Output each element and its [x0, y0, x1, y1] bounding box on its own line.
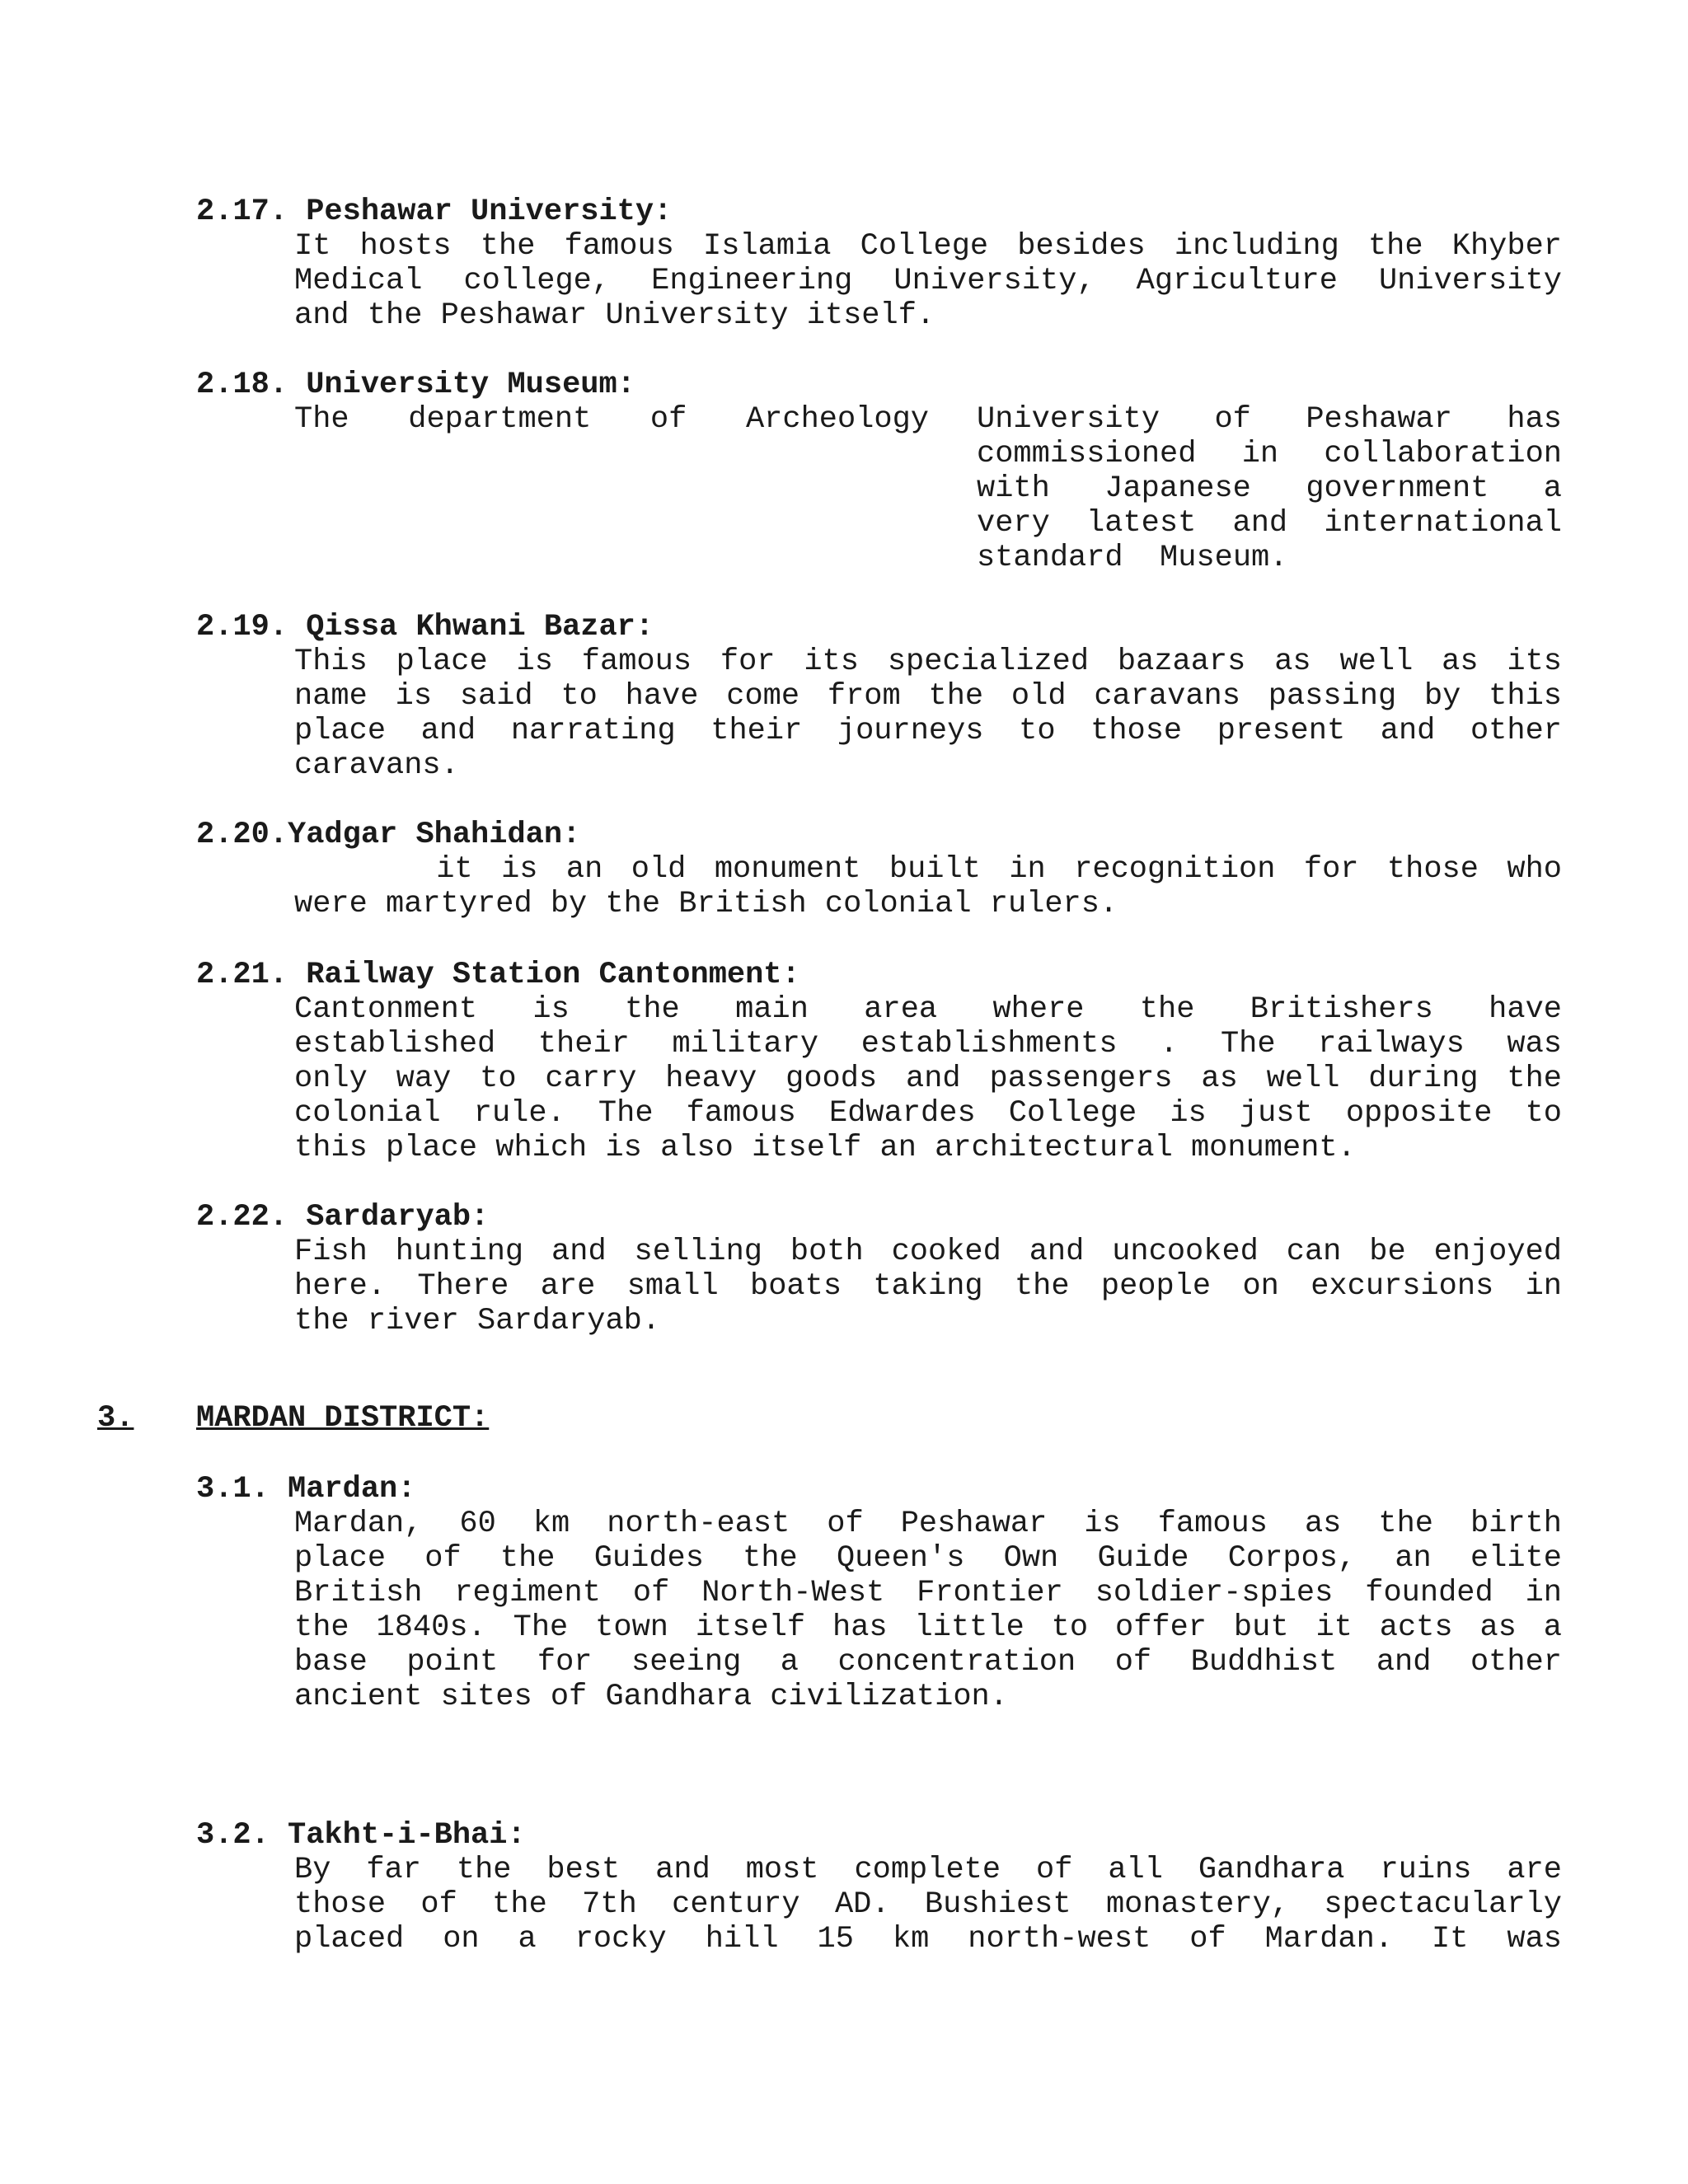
paragraph-3-2	[294, 1853, 1562, 1957]
text-line: the river Sardaryab.	[294, 1304, 661, 1338]
heading-2-19: 2.19. Qissa Khwani Bazar:	[196, 610, 654, 644]
paragraph-2-20	[294, 852, 1562, 921]
text-line: ancient sites of Gandhara civilization.	[294, 1680, 1008, 1714]
heading-2-20: 2.20.Yadgar Shahidan:	[196, 818, 581, 852]
text-line: Cantonment is the main area where the Britishers have	[294, 992, 1562, 1027]
text-line: this place which is also itself an architectural monument.	[294, 1131, 1356, 1165]
text-line: Mardan, 60 km north-east of Peshawar is famous as the birth	[294, 1507, 1562, 1541]
text-line: base point for seeing a concentration of Buddhist and other	[294, 1645, 1562, 1680]
heading-3-1: 3.1. Mardan:	[196, 1472, 416, 1507]
paragraph-3-1	[294, 1507, 1562, 1714]
text-line: very latest and international	[977, 506, 1562, 541]
text-line: commissioned in collaboration	[977, 437, 1562, 471]
text-line: it is an old monument built in recognition for those who	[294, 852, 1562, 887]
text-line: Fish hunting and selling both cooked and uncooked can be enjoyed	[294, 1235, 1562, 1269]
heading-2-17: 2.17. Peshawar University:	[196, 194, 673, 229]
text-line: the 1840s. The town itself has little to offer but it acts as a	[294, 1610, 1562, 1645]
text-line: placed on a rocky hill 15 km north-west of Mardan. It was	[294, 1922, 1562, 1957]
paragraph-2-22	[294, 1235, 1562, 1338]
heading-3-2: 3.2. Takht-i-Bhai:	[196, 1818, 526, 1853]
text-line: established their military establishments . The railways was	[294, 1027, 1562, 1062]
text-line: those of the 7th century AD. Bushiest monastery, spectacularly	[294, 1887, 1562, 1922]
paragraph-2-19	[294, 644, 1562, 783]
text-line: here. There are small boats taking the people on excursions in	[294, 1269, 1562, 1304]
chapter-title: MARDAN DISTRICT:	[196, 1401, 490, 1436]
heading-2-18: 2.18. University Museum:	[196, 368, 635, 402]
text-line: only way to carry heavy goods and passengers as well during the	[294, 1062, 1562, 1096]
text-line: Medical college, Engineering University, Agriculture University	[294, 264, 1562, 298]
text-line: British regiment of North-West Frontier soldier-spies founded in	[294, 1576, 1562, 1610]
text-line: and the Peshawar University itself.	[294, 298, 935, 333]
paragraph-2-18-left: The department of Archeology	[294, 402, 929, 437]
heading-2-21: 2.21. Railway Station Cantonment:	[196, 958, 800, 992]
paragraph-2-21	[294, 992, 1562, 1165]
heading-2-22: 2.22. Sardaryab:	[196, 1200, 490, 1235]
paragraph-2-18-right	[977, 402, 1562, 575]
text-line: University of Peshawar has	[977, 402, 1562, 437]
text-line: were martyred by the British colonial rulers.	[294, 887, 1118, 921]
text-line: name is said to have come from the old caravans passing by this	[294, 679, 1562, 714]
text-line: This place is famous for its specialized bazaars as well as its	[294, 644, 1562, 679]
text-line: standard Museum.	[977, 541, 1288, 575]
text-line: place and narrating their journeys to those present and other	[294, 714, 1562, 748]
text-line: colonial rule. The famous Edwardes College is just opposite to	[294, 1096, 1562, 1131]
chapter-number: 3.	[97, 1401, 134, 1436]
paragraph-2-17	[294, 229, 1562, 333]
text-line: place of the Guides the Queen's Own Guide Corpos, an elite	[294, 1541, 1562, 1576]
text-line: with Japanese government a	[977, 471, 1562, 506]
text-line: It hosts the famous Islamia College besides including the Khyber	[294, 229, 1562, 264]
text-line: caravans.	[294, 748, 459, 783]
text-line: By far the best and most complete of all Gandhara ruins are	[294, 1853, 1562, 1887]
